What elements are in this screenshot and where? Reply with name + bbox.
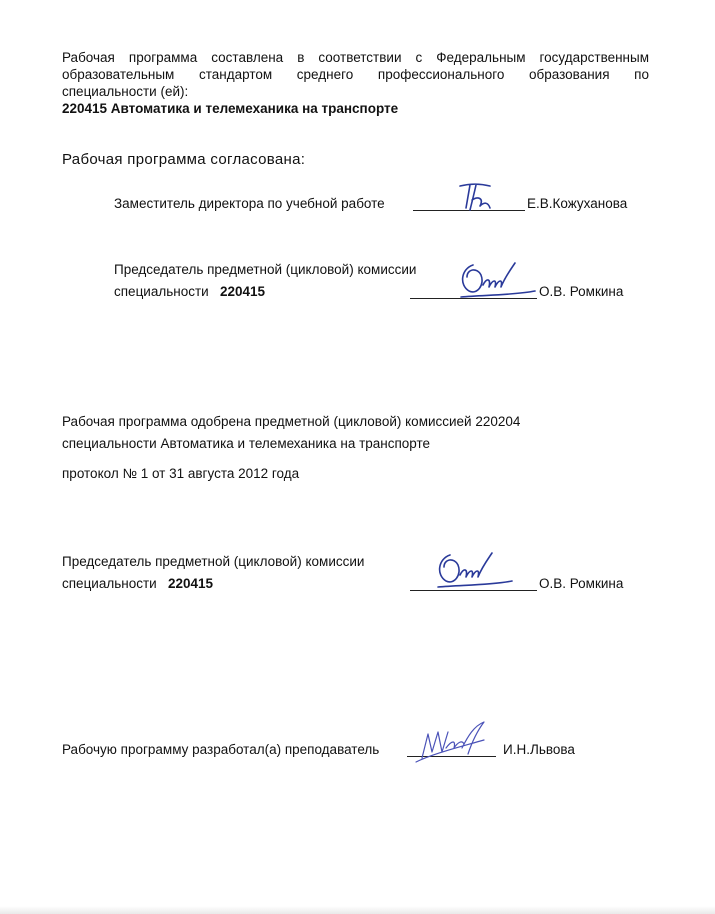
chair1-code: 220415 [219, 284, 266, 299]
chair2-specialty-word: специальности [62, 576, 157, 591]
chair2-label-line1: Председатель предметной (цикловой) комиссии [62, 554, 365, 569]
approval-line-2: специальности Автоматика и телемеханика на транспорте [62, 436, 431, 451]
chair1-specialty-word: специальности [114, 284, 209, 299]
deputy-signature [450, 180, 500, 216]
chair2-name: О.В. Ромкина [539, 576, 624, 591]
intro-line-1: Рабочая программа составлена в соответствии с Федеральным государственным [62, 50, 649, 65]
scan-bottom-edge [0, 906, 715, 914]
intro-line-2: образовательным стандартом среднего профессионального образования по [62, 67, 649, 82]
deputy-label: Заместитель директора по учебной работе [114, 196, 385, 211]
deputy-name: Е.В.Кожуханова [527, 196, 628, 211]
chair2-signature [432, 545, 517, 595]
developer-label: Рабочую программу разработал(а) преподаватель [62, 742, 380, 757]
chair1-signature [455, 255, 540, 305]
agreed-heading: Рабочая программа согласована: [62, 151, 306, 168]
chair1-label-line1: Председатель предметной (цикловой) комиссии [114, 262, 417, 277]
chair2-code: 220415 [167, 576, 214, 591]
developer-signature [412, 718, 492, 766]
intro-line-3: специальности (ей): [62, 84, 189, 99]
developer-name: И.Н.Львова [503, 742, 575, 757]
chair1-name: О.В. Ромкина [539, 284, 624, 299]
chair2-label-line2 [62, 576, 213, 592]
chair1-label-line2 [114, 284, 265, 300]
specialty-title: 220415 Автоматика и телемеханика на транспорте [62, 101, 399, 116]
approval-protocol: протокол № 1 от 31 августа 2012 года [62, 466, 300, 481]
approval-line-1: Рабочая программа одобрена предметной (цикловой) комиссией 220204 [62, 414, 521, 429]
